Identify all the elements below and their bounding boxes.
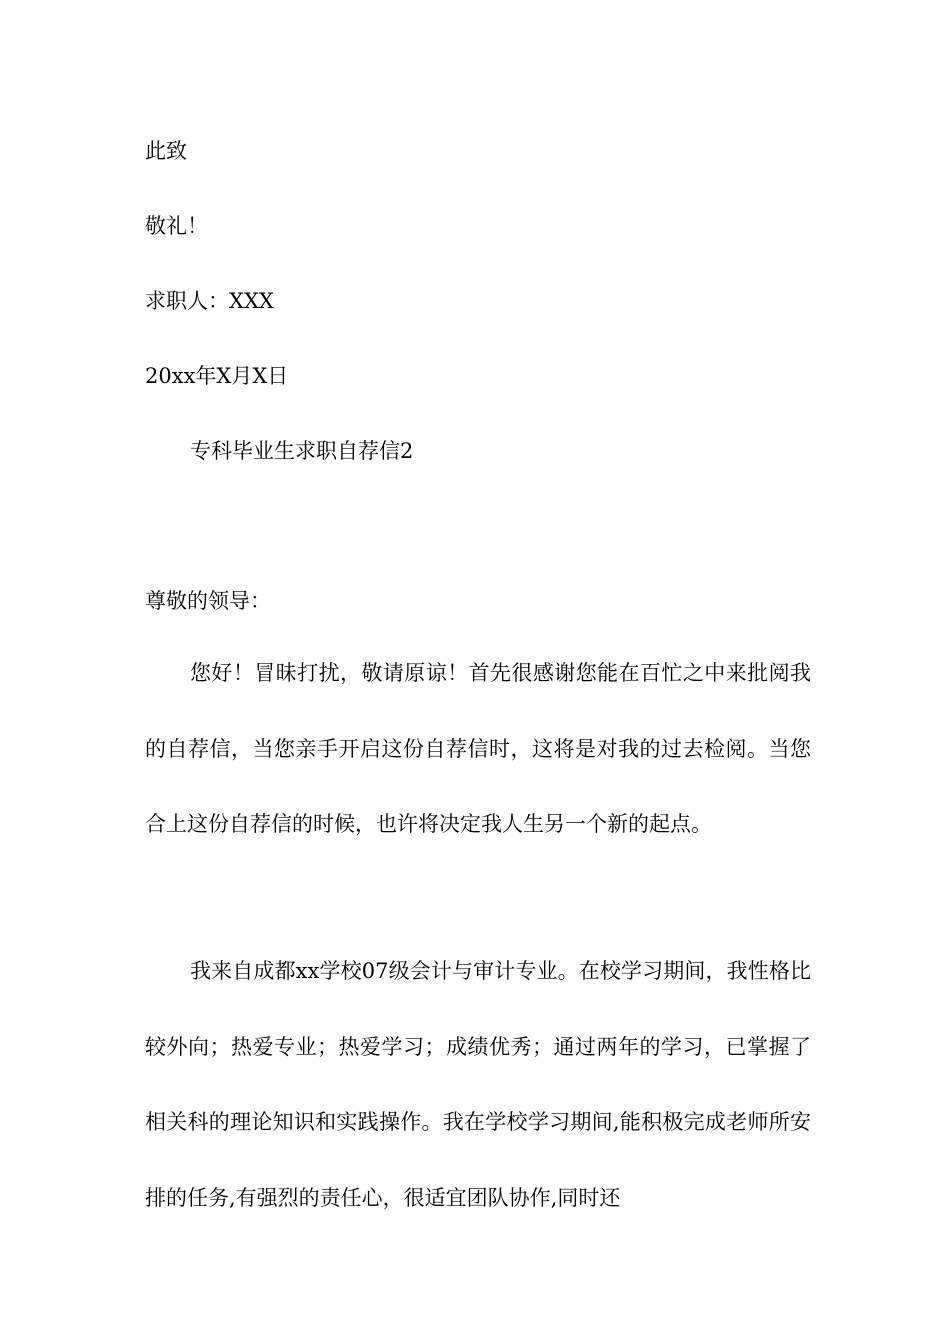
signer-line: 求职人：XXX [145,289,274,313]
date-line: 20xx年X月X日 [145,364,289,388]
closing-line-1: 此致 [145,139,187,163]
section-title: 专科毕业生求职自荐信2 [190,439,414,463]
paragraph-2: 我来自成都xx学校07级会计与审计专业。在校学习期间，我性格比较外向；热爱专业；热爱学习；成绩优秀；通过两年的学习，已掌握了相关科的理论知识和实践操作。我在学校学习期间,能积极完成老师所安排的任务,有强烈的责任心，很适宜团队协作,同时还 [145,959,811,1210]
closing-line-2: 敬礼！ [145,214,208,238]
paragraph-1: 您好！冒昧打扰，敬请原谅！首先很感谢您能在百忙之中来批阅我的自荐信，当您亲手开启这份自荐信时，这将是对我的过去检阅。当您合上这份自荐信的时候，也许将决定我人生另一个新的起点。 [145,661,811,836]
salutation: 尊敬的领导： [145,589,271,613]
